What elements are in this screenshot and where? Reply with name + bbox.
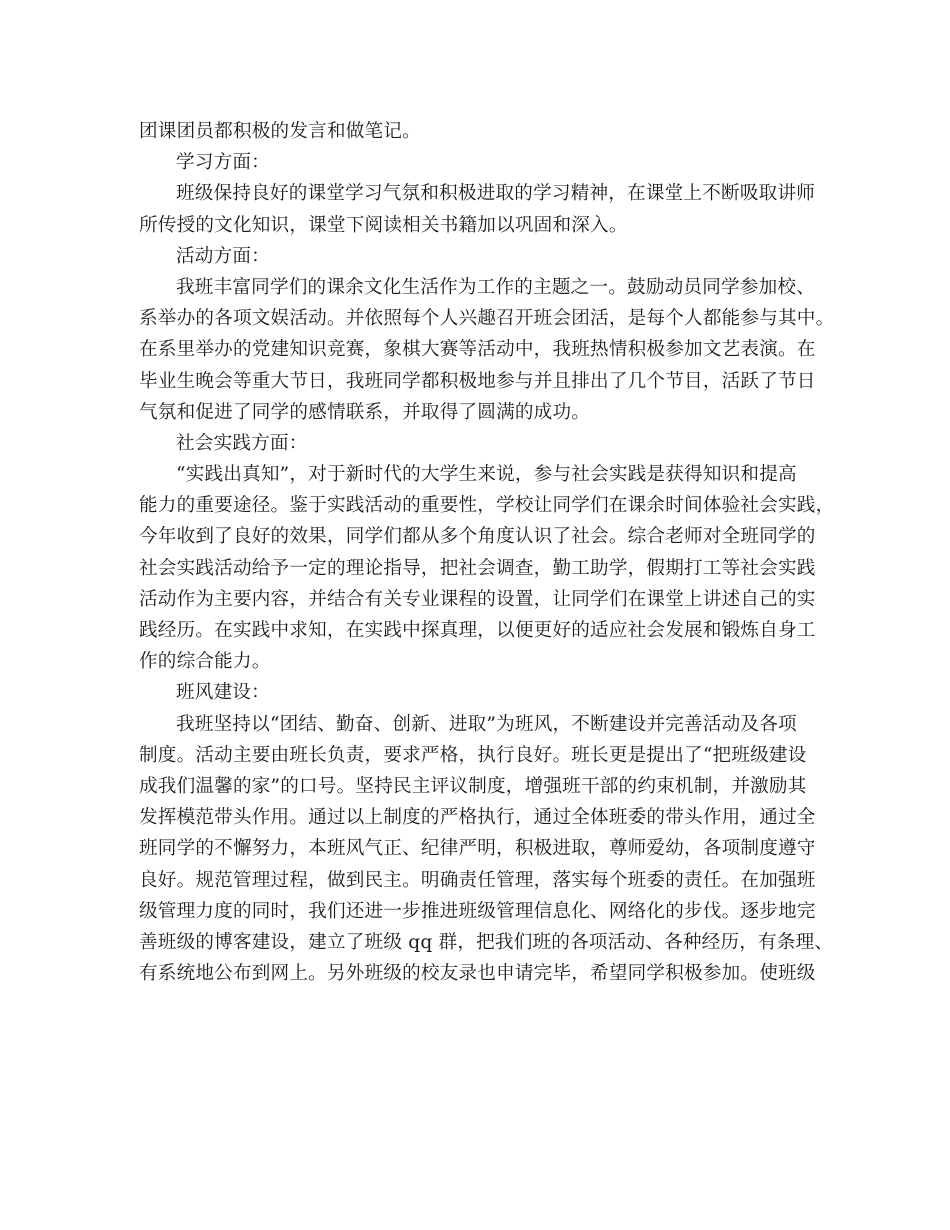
text-line: 毕业生晚会等重大节日，我班同学都积极地参与并且排出了几个节目，活跃了节日 <box>139 370 816 392</box>
text-line: 班同学的不懈努力，本班风气正、纪律严明，积极进取，尊师爱幼，各项制度遵守 <box>139 838 816 860</box>
text-line: 活动作为主要内容，并结合有关专业课程的设置，让同学们在课堂上讲述自己的实 <box>139 588 816 610</box>
text-line: 成我们温馨的家”的口号。坚持民主评议制度，增强班干部的约束机制，并激励其 <box>139 775 807 797</box>
text-line: 制度。活动主要由班长负责，要求严格，执行良好。班长更是提出了“把班级建设 <box>139 744 807 766</box>
text-line: 善班级的博客建设，建立了班级 qq 群，把我们班的各项活动、各种经历，有条理、 <box>139 931 834 953</box>
text-line: 有系统地公布到网上。另外班级的校友录也申请完毕，希望同学积极参加。使班级 <box>139 963 816 985</box>
document-body <box>139 116 835 989</box>
text-line: 今年收到了良好的效果，同学们都从多个角度认识了社会。综合老师对全班同学的 <box>139 526 816 548</box>
text-line: 班级保持良好的课堂学习气氛和积极进取的学习精神，在课堂上不断吸取讲师 <box>176 183 815 205</box>
text-line: 在系里举办的党建知识竞赛，象棋大赛等活动中，我班热情积极参加文艺表演。在 <box>139 339 816 361</box>
text-line: 社会实践方面： <box>176 432 308 454</box>
text-line: 活动方面： <box>176 245 270 267</box>
text-line: 学习方面： <box>176 152 270 174</box>
text-line: “实践出真知”，对于新时代的大学生来说，参与社会实践是获得知识和提高 <box>176 464 797 486</box>
text-line: 社会实践活动给予一定的理论指导，把社会调查，勤工助学，假期打工等社会实践 <box>139 557 816 579</box>
text-line: 团课团员都积极的发言和做笔记。 <box>139 121 421 142</box>
text-line: 作的综合能力。 <box>139 651 271 673</box>
text-line: 我班丰富同学们的课余文化生活作为工作的主题之一。鼓励动员同学参加校、 <box>176 276 815 298</box>
text-line: 系举办的各项文娱活动。并依照每个人兴趣召开班会团活，是每个人都能参与其中。 <box>139 308 835 330</box>
text-line: 能力的重要途径。鉴于实践活动的重要性，学校让同学们在课余时间体验社会实践， <box>139 495 835 517</box>
text-line: 班风建设： <box>176 682 270 704</box>
text-line: 气氛和促进了同学的感情联系，并取得了圆满的成功。 <box>139 401 591 423</box>
text-line: 良好。规范管理过程，做到民主。明确责任管理，落实每个班委的责任。在加强班 <box>139 869 816 891</box>
text-line: 发挥模范带头作用。通过以上制度的严格执行，通过全体班委的带头作用，通过全 <box>139 807 816 829</box>
text-line: 所传授的文化知识，课堂下阅读相关书籍加以巩固和深入。 <box>139 214 628 236</box>
text-line: 我班坚持以“团结、勤奋、创新、进取”为班风，不断建设并完善活动及各项 <box>176 713 797 735</box>
text-line: 践经历。在实践中求知，在实践中探真理，以便更好的适应社会发展和锻炼自身工 <box>139 620 816 641</box>
text-line: 级管理力度的同时，我们还进一步推进班级管理信息化、网络化的步伐。逐步地完 <box>139 900 816 922</box>
